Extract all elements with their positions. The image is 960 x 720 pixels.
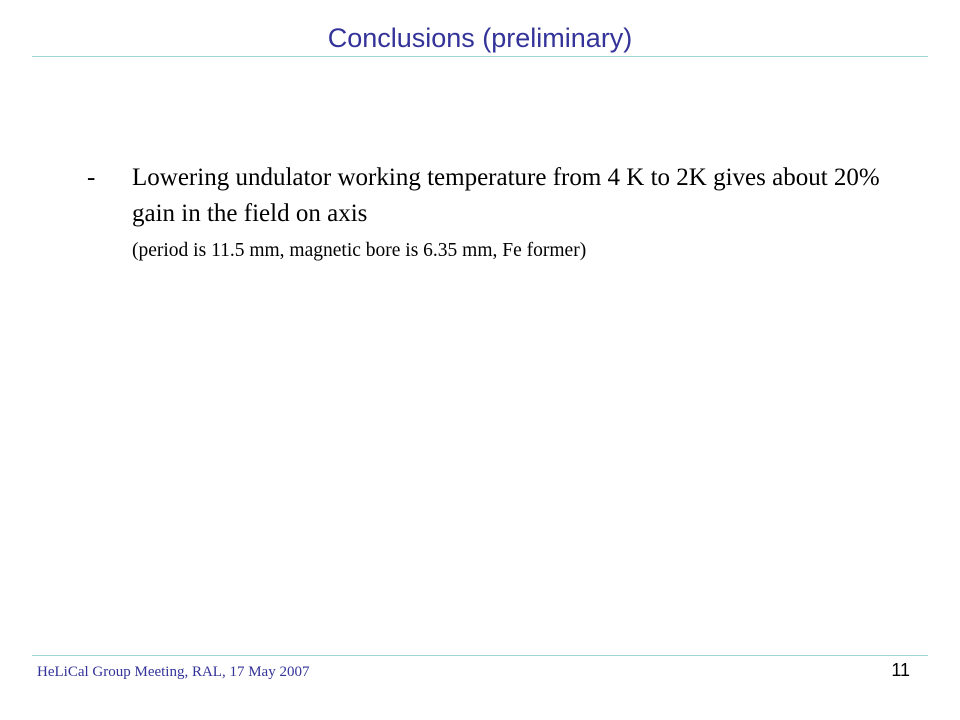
title-divider xyxy=(32,56,928,57)
footer-meeting-label: HeLiCal Group Meeting, RAL, 17 May 2007 xyxy=(37,664,310,680)
bullet-note: (period is 11.5 mm, magnetic bore is 6.35 mm, Fe former) xyxy=(132,240,587,261)
bullet-text: Lowering undulator working temperature from 4 K to 2K gives about 20% gain in the field on axis xyxy=(132,164,880,227)
slide-title: Conclusions (preliminary) xyxy=(327,23,633,53)
footer-divider xyxy=(32,655,928,656)
bullet-marker: - xyxy=(87,164,96,191)
page-number: 11 xyxy=(891,660,910,680)
